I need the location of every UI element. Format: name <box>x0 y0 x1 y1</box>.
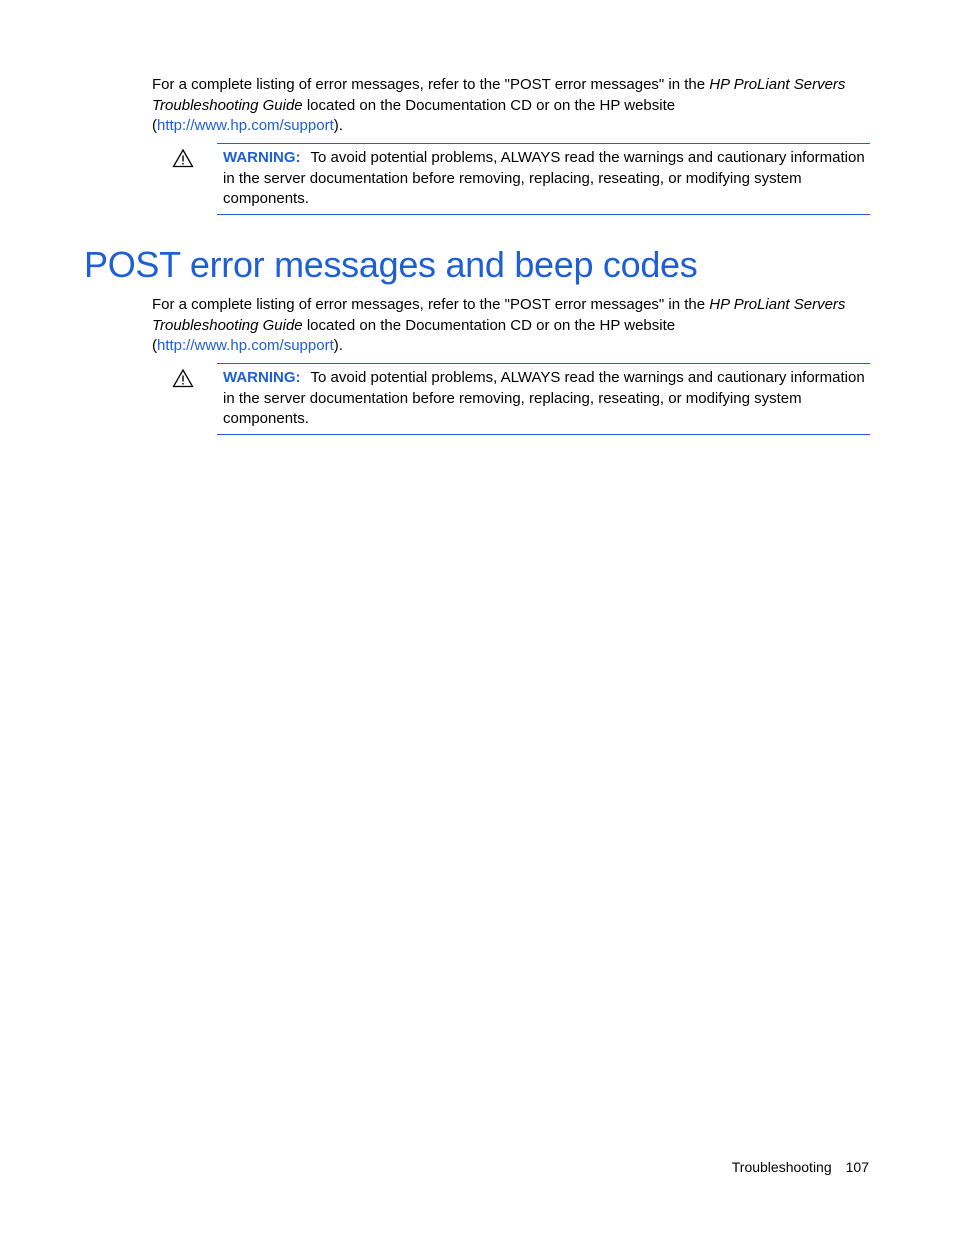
intro-paren-open: ( <box>152 117 157 134</box>
footer-section-name: Troubleshooting <box>731 1159 832 1175</box>
section-paren-close: ). <box>333 337 343 354</box>
warning-box <box>217 143 870 215</box>
section-text-before: For a complete listing of error messages, refer to the "POST error messages" in the <box>152 296 710 313</box>
footer-page-number: 107 <box>845 1159 869 1175</box>
intro-support-link[interactable]: http://www.hp.com/support <box>157 117 334 134</box>
warning-triangle-icon <box>172 148 194 168</box>
intro-text-after: located on the Documentation CD or on the HP website <box>302 96 676 114</box>
section-support-link[interactable]: http://www.hp.com/support <box>157 337 334 354</box>
intro-text-before: For a complete listing of error messages, refer to the "POST error messages" in the <box>152 76 710 93</box>
section-book-title: HP ProLiant Servers Troubleshooting Guide <box>152 296 846 334</box>
page-footer <box>732 1157 869 1177</box>
section-paragraph <box>152 295 872 357</box>
warning-label: WARNING: <box>223 369 301 386</box>
intro-paren-close: ). <box>333 117 343 134</box>
warning-text: To avoid potential problems, ALWAYS read the warnings and cautionary information in the server documentation before removing, replacing, reseating, or modifying system components. <box>223 369 865 427</box>
warning-label: WARNING: <box>223 149 301 166</box>
warning-box <box>217 363 870 435</box>
section-text-after: located on the Documentation CD or on the HP website <box>302 316 676 334</box>
intro-paragraph <box>152 75 872 137</box>
warning-text: To avoid potential problems, ALWAYS read the warnings and cautionary information in the server documentation before removing, replacing, reseating, or modifying system components. <box>223 149 865 207</box>
section-paren-open: ( <box>152 337 157 354</box>
warning-triangle-icon <box>172 368 194 388</box>
page-title: POST error messages and beep codes <box>84 244 698 285</box>
intro-book-title: HP ProLiant Servers Troubleshooting Guide <box>152 76 846 114</box>
